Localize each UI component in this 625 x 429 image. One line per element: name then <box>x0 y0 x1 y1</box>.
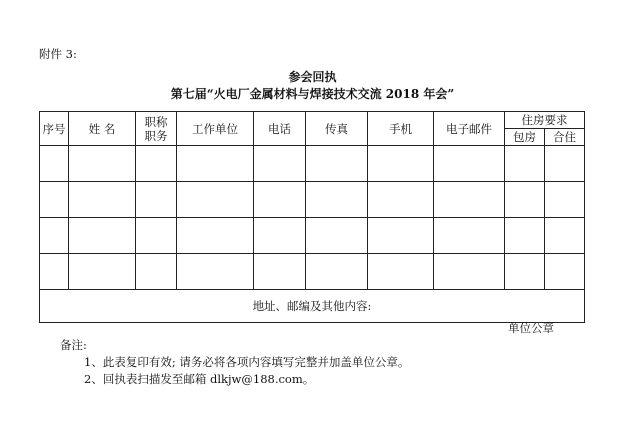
header-housing: 住房要求 <box>505 112 585 129</box>
header-fax: 传真 <box>306 112 368 146</box>
header-title-line1: 职称 <box>144 114 168 129</box>
cell-title[interactable] <box>136 218 177 254</box>
cell-phone[interactable] <box>254 218 306 254</box>
table-row <box>40 254 585 290</box>
notes-heading: 备注: <box>60 338 87 352</box>
table-row <box>40 146 585 182</box>
cell-unit[interactable] <box>177 182 254 218</box>
header-phone: 电话 <box>254 112 306 146</box>
header-seq: 序号 <box>40 112 69 146</box>
cell-shared-room[interactable] <box>545 146 585 182</box>
cell-unit[interactable] <box>177 254 254 290</box>
header-title <box>136 112 177 146</box>
cell-phone[interactable] <box>254 182 306 218</box>
header-shared-room: 合住 <box>545 129 585 146</box>
cell-email[interactable] <box>434 146 505 182</box>
cell-name[interactable] <box>69 146 136 182</box>
cell-name[interactable] <box>69 182 136 218</box>
cell-shared-room[interactable] <box>545 254 585 290</box>
cell-mobile[interactable] <box>368 146 434 182</box>
cell-mobile[interactable] <box>368 254 434 290</box>
cell-single-room[interactable] <box>505 146 545 182</box>
cell-single-room[interactable] <box>505 218 545 254</box>
address-label: 地址、邮编及其他内容: <box>252 299 372 313</box>
cell-phone[interactable] <box>254 146 306 182</box>
header-email: 电子邮件 <box>434 112 505 146</box>
cell-fax[interactable] <box>306 218 368 254</box>
header-mobile: 手机 <box>368 112 434 146</box>
cell-email[interactable] <box>434 218 505 254</box>
cell-shared-room[interactable] <box>545 218 585 254</box>
cell-email[interactable] <box>434 182 505 218</box>
note-item: 1、此表复印有效; 请务必将各项内容填写完整并加盖单位公章。 <box>84 355 410 369</box>
notes <box>60 337 409 388</box>
cell-single-room[interactable] <box>505 254 545 290</box>
cell-single-room[interactable] <box>505 182 545 218</box>
form-title: 参会回执 <box>288 70 337 84</box>
header-name: 姓 名 <box>69 112 136 146</box>
table-row <box>40 218 585 254</box>
cell-name[interactable] <box>69 254 136 290</box>
conference-title: 第七届“火电厂金属材料与焊接技术交流 2018 年会” <box>170 87 455 101</box>
cell-shared-room[interactable] <box>545 182 585 218</box>
cell-phone[interactable] <box>254 254 306 290</box>
cell-email[interactable] <box>434 254 505 290</box>
cell-title[interactable] <box>136 182 177 218</box>
cell-seq[interactable] <box>40 254 69 290</box>
cell-title[interactable] <box>136 254 177 290</box>
cell-unit[interactable] <box>177 146 254 182</box>
cell-seq[interactable] <box>40 146 69 182</box>
cell-title[interactable] <box>136 146 177 182</box>
cell-seq[interactable] <box>40 218 69 254</box>
cell-fax[interactable] <box>306 254 368 290</box>
unit-seal-label: 单位公章 <box>508 321 554 335</box>
address-cell[interactable] <box>40 290 585 323</box>
header-single-room: 包房 <box>505 129 545 146</box>
cell-fax[interactable] <box>306 182 368 218</box>
cell-fax[interactable] <box>306 146 368 182</box>
header-unit: 工作单位 <box>177 112 254 146</box>
cell-mobile[interactable] <box>368 218 434 254</box>
attachment-label: 附件 3: <box>39 47 77 61</box>
cell-name[interactable] <box>69 218 136 254</box>
note-item: 2、回执表扫描发至邮箱 dlkjw@188.com。 <box>84 372 315 386</box>
cell-mobile[interactable] <box>368 182 434 218</box>
header-title-line2: 职务 <box>144 128 168 143</box>
cell-seq[interactable] <box>40 182 69 218</box>
registration-table <box>39 111 585 323</box>
table-row <box>40 182 585 218</box>
cell-unit[interactable] <box>177 218 254 254</box>
